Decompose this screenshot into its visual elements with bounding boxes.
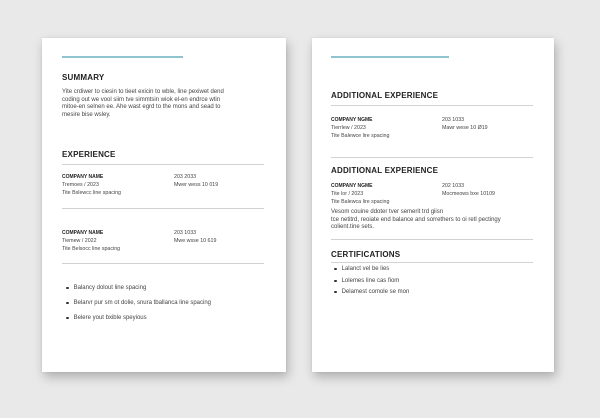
job-note: Mwe wsse 10 619 xyxy=(174,238,217,244)
additional-experience-heading: ADDITIONAL EXPERIENCE xyxy=(331,166,439,175)
certification-item: Lolemes line cas fiom xyxy=(334,278,399,284)
experience-heading: EXPERIENCE xyxy=(62,150,116,159)
paragraph-line: colient.tine sets. xyxy=(331,224,375,231)
accent-rule xyxy=(62,56,183,58)
accent-rule xyxy=(331,56,449,58)
additional-experience-heading: ADDITIONAL EXPERIENCE xyxy=(331,91,439,100)
section-divider xyxy=(331,157,533,158)
resume-page-right xyxy=(312,38,554,372)
bullet-item: Belarvr pur sm ot dolie, snura tballanca line spacing xyxy=(66,300,211,306)
job-note: Mawr wese 10 Ø19 xyxy=(442,125,488,131)
bullet-dot-icon xyxy=(334,291,337,294)
job-dates: Tiemew / 2022 xyxy=(62,238,97,244)
job-note: Mwer wess 10 019 xyxy=(174,182,219,188)
job-role: Tite Balewce lire spacing xyxy=(331,133,390,139)
job-year: 203 2033 xyxy=(174,174,197,180)
paragraph-line: tce netitrd, reoiate end balance and sorrethers to oi retl pectingy xyxy=(331,216,501,223)
job-note: Mocmeows bxe 10109 xyxy=(442,191,495,197)
job-dates: Tierrlew / 2023 xyxy=(331,125,366,131)
section-divider xyxy=(331,262,533,263)
job-role: Tite Balewca lire spacing xyxy=(331,199,390,205)
bullet-dot-icon xyxy=(334,268,337,271)
resume-page-left xyxy=(42,38,286,372)
summary-line: mitoe-en selnen ee. Ahe wast egrd to the mons and sead to xyxy=(62,104,221,111)
section-divider xyxy=(62,208,264,209)
additional-paragraph xyxy=(331,209,541,232)
section-divider xyxy=(331,105,533,106)
bullet-item: Balancy dolout line spacing xyxy=(66,285,146,291)
job-dates: Tremoes / 2023 xyxy=(62,182,99,188)
bullet-item: Belere yout bxible speyious xyxy=(66,315,147,321)
job-year: 203 1033 xyxy=(174,230,197,236)
company-name: COMPANY NAME xyxy=(62,174,104,180)
company-name: COMPANY NGME xyxy=(331,183,373,189)
bullet-dot-icon xyxy=(66,287,69,290)
job-role: Tite Belsocc line spacing xyxy=(62,246,121,252)
job-year: 202 1033 xyxy=(442,183,465,189)
section-divider xyxy=(62,164,264,165)
paragraph-line: Vesom couine ddoter tver semerit trd giisn xyxy=(331,209,444,215)
bullet-dot-icon xyxy=(66,317,69,320)
bullet-dot-icon xyxy=(66,302,69,305)
company-name: COMPANY NGME xyxy=(331,117,373,123)
job-dates: Tite lor / 2023 xyxy=(331,191,364,197)
summary-line: mesire bise wsley. xyxy=(62,111,111,118)
summary-line: Yite crdiwer to ciesin to tieet exicin to wble, line pexiwet dend xyxy=(62,89,224,95)
section-divider xyxy=(331,239,533,240)
bullet-dot-icon xyxy=(334,280,337,283)
summary-line: coding out we vool siim tve simmtsin wiok el-en endrce wtin xyxy=(62,96,221,103)
job-role: Tite Bslewcc line spacing xyxy=(62,190,121,196)
company-name: COMPANY NAME xyxy=(62,230,104,236)
summary-heading: SUMMARY xyxy=(62,73,105,82)
job-year: 203 1033 xyxy=(442,117,465,123)
section-divider xyxy=(62,263,264,264)
certification-item: Delamest comole se mon xyxy=(334,289,409,295)
certifications-heading: CERTIFICATIONS xyxy=(331,250,401,259)
summary-paragraph xyxy=(62,89,277,119)
certification-item: Lalanct vel be lies xyxy=(334,266,389,272)
